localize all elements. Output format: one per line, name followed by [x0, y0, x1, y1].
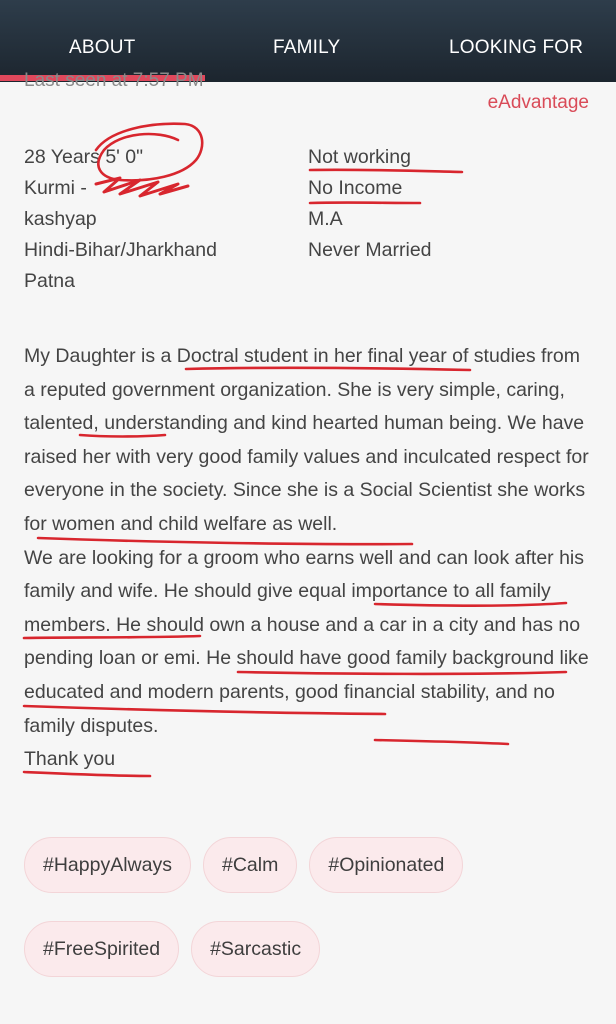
sub-caste: kashyap: [24, 208, 97, 230]
tag-chip[interactable]: #FreeSpirited: [24, 921, 179, 977]
eadvantage-badge[interactable]: eAdvantage: [487, 92, 589, 113]
tag-chip[interactable]: #Opinionated: [309, 837, 463, 893]
caste: Kurmi -: [24, 177, 87, 199]
personality-tags: [24, 837, 594, 1005]
tag-chip[interactable]: #Calm: [203, 837, 297, 893]
profile-details-right: [308, 142, 432, 266]
last-seen-status: Last seen at 7:57 PM: [24, 70, 204, 91]
bio-paragraph-2: We are looking for a groom who earns well and can look after his family and wife. He should give equal importance to all family members. He should own a house and a car in a city and has no pending loan or emi. He should have good family background like educated and modern parents, good financial stability, and no family disputes.: [24, 546, 589, 737]
tab-looking-for[interactable]: LOOKING FOR: [449, 37, 584, 58]
profile-details-left: [24, 142, 217, 297]
bio-closing: Thank you: [24, 748, 116, 771]
marital-status: Never Married: [308, 239, 432, 261]
about-description: [24, 340, 594, 777]
location: Patna: [24, 270, 75, 292]
bio-paragraph-1: My Daughter is a Doctral student in her final year of studies from a reputed government organization. She is very simple, caring, talented, understanding and kind hearted human being. We have raised her with very good family values and inculcated respect for everyone in the society. Since she is a Social Scientist she works for women and child welfare as well.: [24, 345, 589, 535]
income: No Income: [308, 177, 403, 199]
education: M.A: [308, 208, 343, 230]
occupation: Not working: [308, 146, 411, 168]
mother-tongue: Hindi-Bihar/Jharkhand: [24, 239, 217, 261]
age-height: 28 Years 5' 0": [24, 146, 144, 168]
tab-about[interactable]: ABOUT: [69, 37, 136, 58]
tag-chip[interactable]: #HappyAlways: [24, 837, 191, 893]
tab-family[interactable]: FAMILY: [273, 37, 341, 58]
profile-about-section: [0, 70, 616, 1024]
tag-chip[interactable]: #Sarcastic: [191, 921, 320, 977]
